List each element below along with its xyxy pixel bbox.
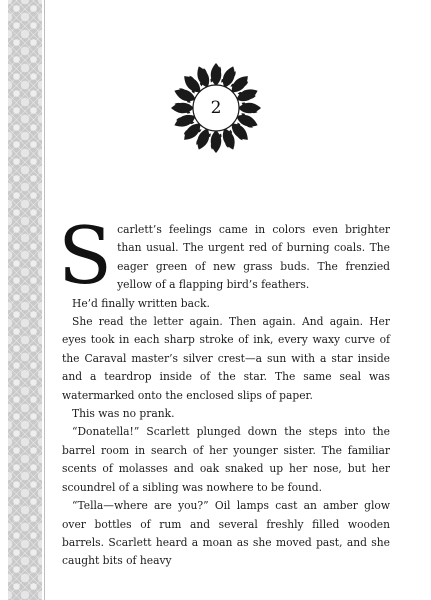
- paragraph: She read the letter again. Then again. And again. Her eyes took in each sharp stroke of ink, every waxy curve of the Caraval master’s silver crest—a sun with a star inside and a teardrop inside of the star. The same seal was watermarked onto the enclosed slips of paper.: [62, 315, 390, 402]
- paragraph-text: carlett’s feelings came in colors even brighter than usual. The urgent red of burning coals. The eager green of new grass buds. The frenzied yellow of a flapping bird’s feathers.: [117, 223, 390, 292]
- drop-cap: S: [58, 210, 113, 302]
- body-text: [58, 210, 390, 571]
- decorative-border: [8, 0, 42, 600]
- paragraph: [58, 210, 390, 302]
- paragraph: “Donatella!” Scarlett plunged down the steps into the barrel room in search of her younger sister. The familiar scents of molasses and oak snaked up her nose, but her scoundrel of a sibling was nowhere to be found.: [62, 425, 390, 494]
- paragraph: This was no prank.: [72, 407, 175, 421]
- border-divider: [44, 0, 45, 600]
- paragraph: “Tella—where are you?” Oil lamps cast an amber glow over bottles of rum and several freshly filled wooden barrels. Scarlett heard a moan as she moved past, and she caught bits of heavy: [62, 499, 390, 568]
- paragraph: He’d finally written back.: [72, 296, 210, 310]
- chapter-number: 2: [210, 98, 222, 118]
